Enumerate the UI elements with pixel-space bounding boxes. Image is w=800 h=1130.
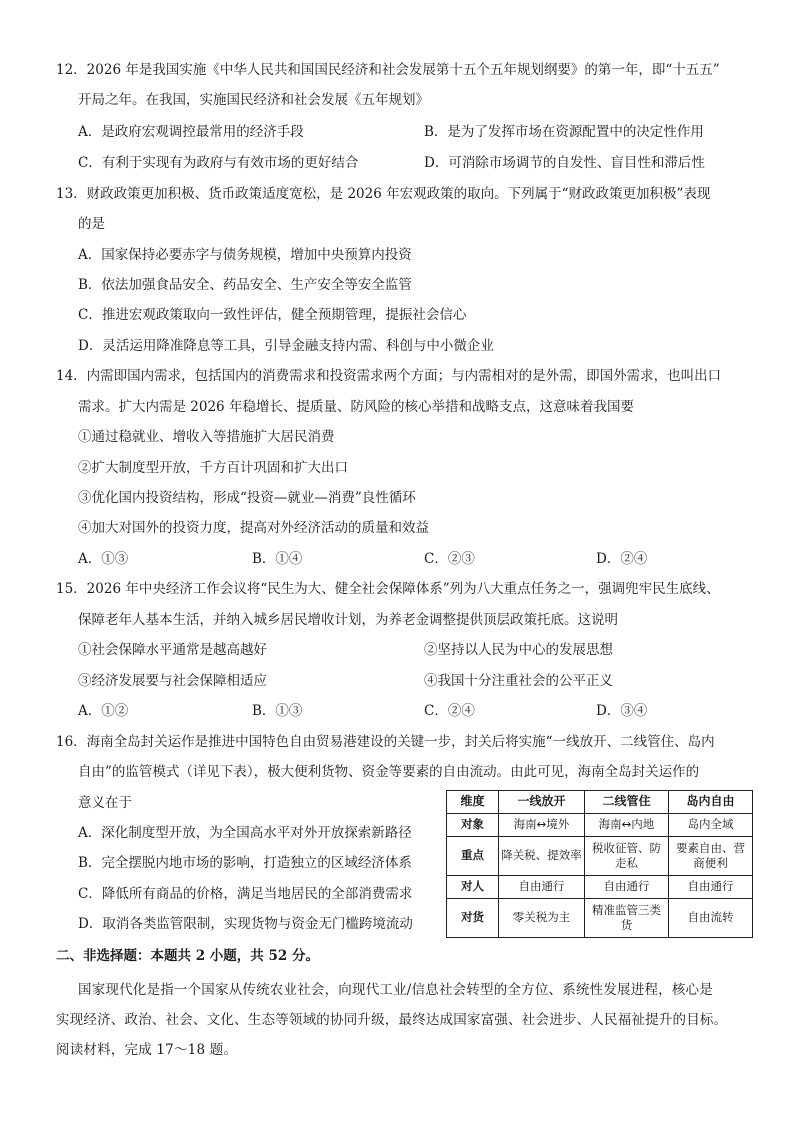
material-line-1: 国家现代化是指一个国家从传统农业社会，向现代工业/信息社会转型的全方位、系统性发展进程，核心是 [78,982,713,998]
q12-option-d: D．可消除市场调节的自发性、盲目性和滞后性 [424,155,705,171]
q13-option-a: A．国家保持必要赤字与债务规模，增加中央预算内投资 [78,247,412,263]
table-row [447,898,753,937]
q12-option-c: C．有利于实现有为政府与有效市场的更好结合 [78,155,359,171]
q15-statement-2: ②坚持以人民为中心的发展思想 [424,642,613,658]
table-row-label: 重点 [447,836,499,875]
q15-stem-line1: 15．2026 年中央经济工作会议将“民生为大、健全社会保障体系”列为八大重点任务之一，强调兜牢民生底线、 [56,581,720,597]
q15-option-b: B．①③ [252,703,303,719]
q15-statement-1: ①社会保障水平通常是越高越好 [78,642,267,658]
q16-option-b: B．完全摆脱内地市场的影响，打造独立的区域经济体系 [78,855,412,871]
q14-option-b: B．①④ [252,551,303,567]
q16-stem-line1: 16．海南全岛封关运作是推进中国特色自由贸易港建设的关键一步，封关后将实施“一线放开、二线管住、岛内 [56,734,715,750]
q13-option-d: D．灵活运用降准降息等工具，引导金融支持内需、科创与中小微企业 [78,338,494,354]
table-row-label: 对象 [447,813,499,836]
q14-option-d: D．②④ [596,551,648,567]
hainan-regulation-table [446,790,753,938]
q14-statement-3: ③优化国内投资结构，形成“投资—就业—消费”良性循环 [78,490,416,506]
q16-option-d: D．取消各类监管限制，实现货物与资金无门槛跨境流动 [78,916,413,932]
q16-option-c: C．降低所有商品的价格，满足当地居民的全部消费需求 [78,886,413,902]
q14-statement-1: ①通过稳就业、增收入等措施扩大居民消费 [78,429,335,445]
table-header: 一线放开 [499,791,585,814]
material-line-3: 阅读材料，完成 17～18 题。 [56,1042,238,1058]
q13-stem-line2: 的是 [78,216,105,232]
table-row-label: 对人 [447,875,499,898]
table-cell: 要素自由、营商便利 [669,836,753,875]
table-header: 岛内自由 [669,791,753,814]
table-row [447,836,753,875]
table-cell: 岛内全域 [669,813,753,836]
table-header: 维度 [447,791,499,814]
table-cell: 自由通行 [499,875,585,898]
q14-statement-4: ④加大对国外的投资力度，提高对外经济活动的质量和效益 [78,520,429,536]
q14-option-a: A．①③ [78,551,129,567]
q15-statement-3: ③经济发展要与社会保障相适应 [78,673,267,689]
q15-statement-4: ④我国十分注重社会的公平正义 [424,673,613,689]
table-header-row [447,791,753,814]
q15-option-a: A．①② [78,703,129,719]
table-cell: 税收征管、防走私 [585,836,669,875]
q14-stem-line2: 需求。扩大内需是 2026 年稳增长、提质量、防风险的核心举措和战略支点，这意味着我国要 [78,399,634,415]
q16-option-a: A．深化制度型开放，为全国高水平对外开放探索新路径 [78,825,412,841]
table-row-label: 对货 [447,898,499,937]
q12-stem-line1: 12．2026 年是我国实施《中华人民共和国国民经济和社会发展第十五个五年规划纲要》的第一年，即“十五五” [56,62,720,78]
section-2-title: 二、非选择题：本题共 2 小题，共 52 分。 [56,948,319,964]
table-cell: 自由通行 [585,875,669,898]
q14-statement-2: ②扩大制度型开放，千方百计巩固和扩大出口 [78,460,348,476]
q12-option-a: A．是政府宏观调控最常用的经济手段 [78,124,304,140]
q12-stem-line2: 开局之年。在我国，实施国民经济和社会发展《五年规划》 [78,92,429,108]
table-cell: 自由通行 [669,875,753,898]
q15-stem-line2: 保障老年人基本生活，并纳入城乡居民增收计划，为养老金调整提供顶层政策托底。这说明 [78,612,618,628]
q13-stem-line1: 13．财政政策更加积极、货币政策适度宽松，是 2026 年宏观政策的取向。下列属于“财政政策更加积极”表现 [56,186,711,202]
material-line-2: 实现经济、政治、社会、文化、生态等领域的协同升级，最终达成国家富强、社会进步、人民福祉提升的目标。 [56,1012,728,1028]
table-row [447,813,753,836]
q13-option-c: C．推进宏观政策取向一致性评估，健全预期管理，提振社会信心 [78,307,467,323]
q15-option-d: D．③④ [596,703,648,719]
q12-option-b: B．是为了发挥市场在资源配置中的决定性作用 [424,124,704,140]
table-cell: 精准监管三类货 [585,898,669,937]
table-cell: 降关税、提效率 [499,836,585,875]
table-cell: 自由流转 [669,898,753,937]
table-cell: 海南↔境外 [499,813,585,836]
table-cell: 海南↔内地 [585,813,669,836]
q13-option-b: B．依法加强食品安全、药品安全、生产安全等安全监管 [78,277,412,293]
q14-option-c: C．②③ [424,551,475,567]
table-cell: 零关税为主 [499,898,585,937]
q14-stem-line1: 14．内需即国内需求，包括国内的消费需求和投资需求两个方面；与内需相对的是外需，即国外需求，也叫出口 [56,368,722,384]
q15-option-c: C．②④ [424,703,475,719]
q16-stem-line2: 自由”的监管模式（详见下表），极大便利货物、资金等要素的自由流动。由此可见，海南全岛封关运作的 [78,764,700,780]
q16-stem-line3: 意义在于 [78,795,132,811]
table-row [447,875,753,898]
table-header: 二线管住 [585,791,669,814]
